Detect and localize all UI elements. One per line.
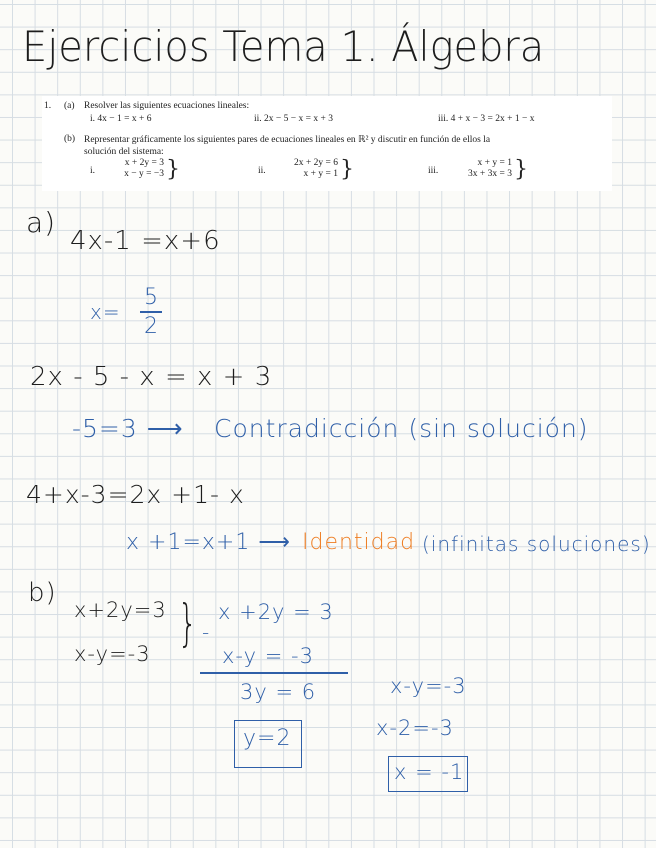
answer-x: x = -1: [394, 760, 465, 784]
back-substitution-2: x-2=-3: [376, 716, 454, 740]
equation-1: 4x-1 =x+6: [70, 226, 221, 256]
part-b-handwritten-label: b): [28, 578, 57, 608]
part-b-ii-system: [270, 158, 338, 180]
subtraction-result: 3y = 6: [240, 680, 317, 704]
part-b-i-eq1: x + 2y = 3: [124, 158, 164, 168]
system-eq-2: x-y=-3: [74, 642, 151, 666]
result-3-identity: Identidad: [302, 530, 416, 555]
result-2-math: -5=3 ⟶: [72, 414, 184, 443]
result-3-math: x +1=x+1 ⟶: [126, 530, 291, 555]
part-a-handwritten-label: a): [26, 206, 57, 239]
subtraction-eq-2: x-y = -3: [222, 644, 314, 668]
page-title: Ejercicios Tema 1. Álgebra: [22, 22, 545, 71]
part-b-iii-eq1: x + y = 1: [477, 158, 512, 168]
part-b-iii-eq2: 3x + 3x = 3: [468, 169, 512, 179]
brace: }: [340, 157, 354, 182]
part-b-ii-eq2: x + y = 1: [303, 169, 338, 179]
system-eq-1: x+2y=3: [74, 598, 167, 622]
result-3-paren: (infinitas soluciones): [422, 532, 651, 556]
subtraction-line: [200, 672, 348, 674]
fraction-numerator: 5: [144, 285, 158, 310]
part-a-iii: iii. 4 + x − 3 = 2x + 1 − x: [438, 114, 535, 124]
solution-1-lhs: x=: [90, 300, 121, 324]
part-b-i-system: [102, 158, 164, 180]
part-b-text2: solución del sistema:: [84, 147, 164, 157]
part-b-i-label: i.: [90, 166, 96, 176]
printed-exercise: [42, 96, 612, 191]
system-brace: }: [178, 594, 198, 652]
fraction-bar: [140, 311, 162, 313]
solution-1-fraction: [140, 285, 162, 339]
equation-2: 2x - 5 - x = x + 3: [30, 362, 273, 392]
part-b-i-eq2: x − y = −3: [124, 169, 164, 179]
part-b-ii-eq1: 2x + 2y = 6: [294, 158, 338, 168]
fraction-denominator: 2: [144, 314, 158, 339]
equation-3: 4+x-3=2x +1- x: [26, 480, 245, 509]
part-a-i: i. 4x − 1 = x + 6: [90, 114, 152, 124]
part-a-text: Resolver las siguientes ecuaciones lineales:: [84, 101, 250, 111]
part-b-iii-system: [446, 158, 512, 180]
answer-y: y=2: [243, 726, 292, 751]
part-b-ii-label: ii.: [258, 166, 266, 176]
back-substitution-1: x-y=-3: [390, 674, 467, 698]
subtraction-eq-1: x +2y = 3: [218, 600, 334, 624]
part-a-ii: ii. 2x − 5 − x = x + 3: [254, 114, 333, 124]
subtract-sign: -: [202, 620, 211, 644]
part-a-label: (a): [64, 101, 75, 111]
part-b-text: Representar gráficamente los siguientes pares de ecuaciones lineales en ℝ² y discutir en función de ellos la: [84, 135, 491, 145]
brace: }: [514, 157, 528, 182]
result-2-word: Contradicción (sin solución): [214, 414, 589, 443]
part-b-label: (b): [64, 134, 76, 144]
part-b-iii-label: iii.: [428, 166, 439, 176]
brace: }: [166, 157, 180, 182]
exercise-number: 1.: [44, 101, 52, 111]
